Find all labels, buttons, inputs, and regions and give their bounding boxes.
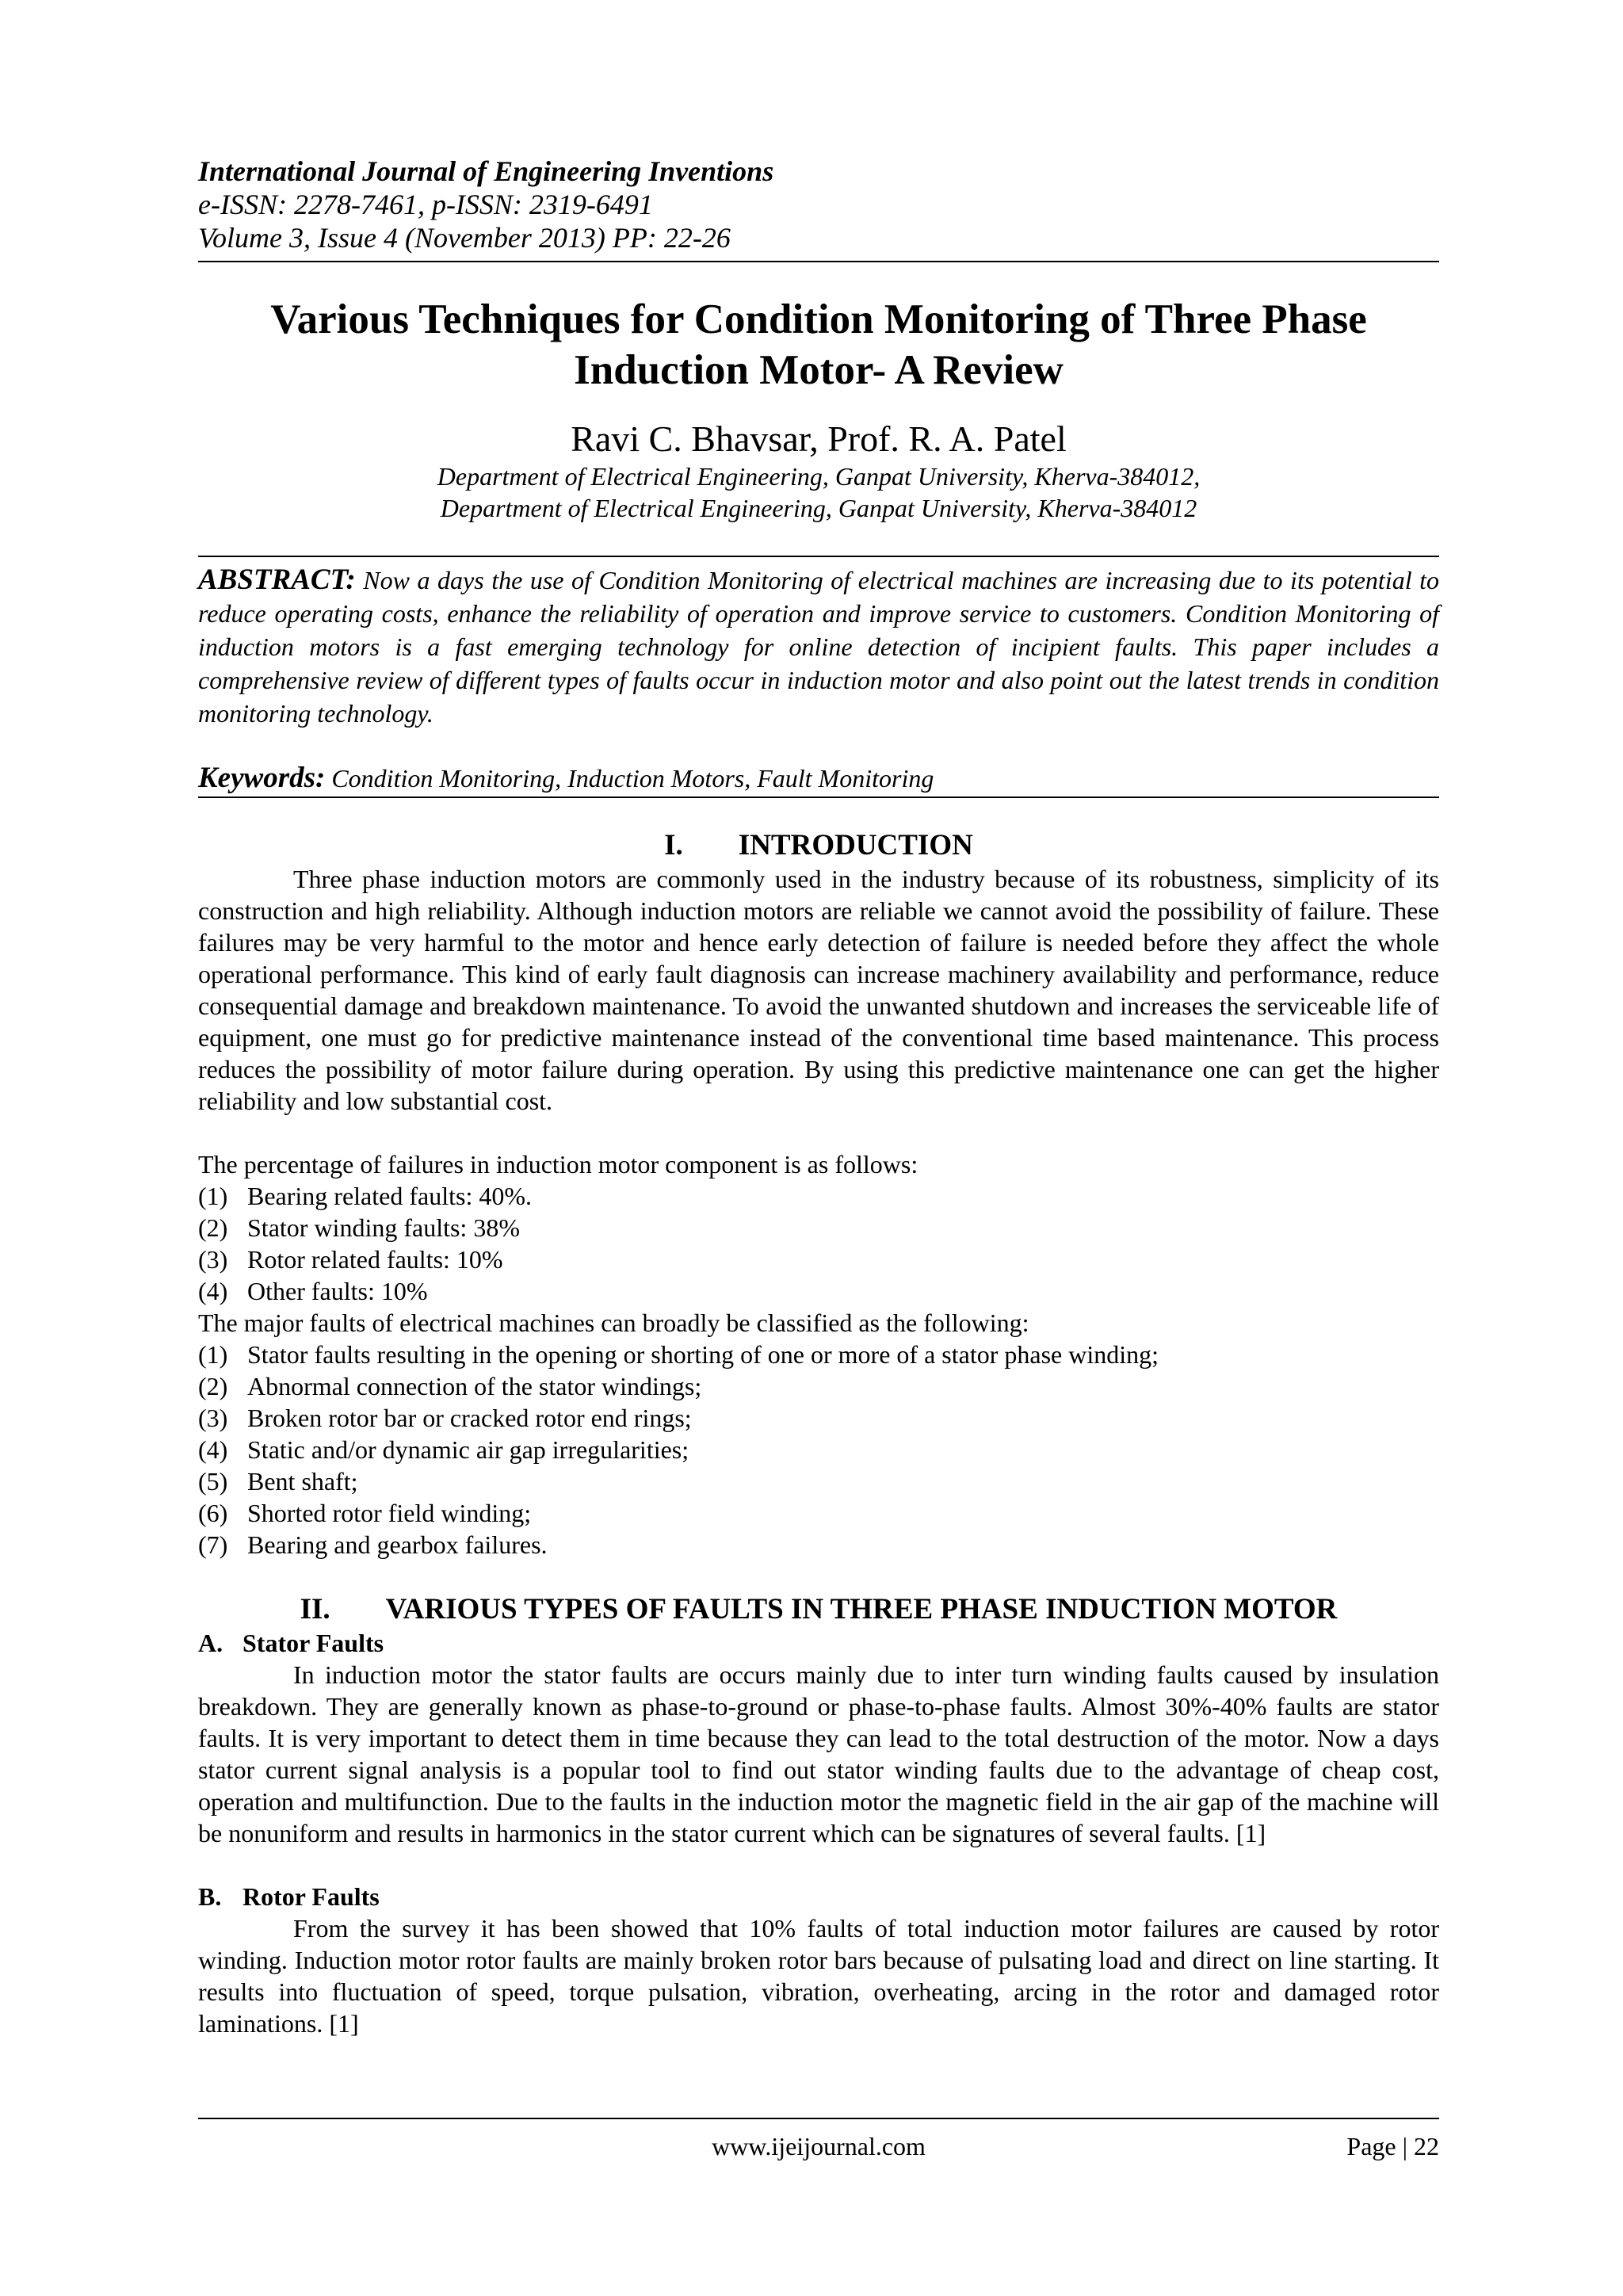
section-title: INTRODUCTION [738,829,973,861]
journal-issn: e-ISSN: 2278-7461, p-ISSN: 2319-6491 [198,189,653,220]
list-item-number: (4) [198,1277,228,1305]
section-title: VARIOUS TYPES OF FAULTS IN THREE PHASE INDUCTION MOTOR [385,1593,1338,1626]
intro-paragraph: Three phase induction motors are commonly used in the industry because of its robustness, simplicity of its construction and high reliability. Although induction motors are reliable we cannot avoid the possibility of failure. These failures may be very harmful to the motor and hence early detection of failure is needed before they affect the whole operational performance. This kind of early fault diagnosis can increase machinery availability and performance, reduce consequential damage and breakdown maintenance. To avoid the unwanted shutdown and increases the serviceable life of equipment, one must go for predictive maintenance instead of the conventional time based maintenance. This process reduces the possibility of motor failure during operation. By using this predictive maintenance one can get the higher reliability and low substantial cost. [198,865,1439,1115]
page-number: Page | 22 [1346,2132,1439,2160]
faults-intro: The major faults of electrical machines can broadly be classified as the following: [198,1308,1029,1337]
list-item [198,1497,1439,1529]
keywords-label: Keywords: [198,762,326,794]
list-item-text: Bent shaft; [247,1467,358,1496]
list-item [198,1275,1439,1307]
list-item-text: Static and/or dynamic air gap irregularities; [247,1435,689,1464]
section-number: II. [300,1593,330,1626]
subsection-title: Rotor Faults [242,1882,380,1911]
list-item-text: Abnormal connection of the stator windings; [247,1372,702,1400]
list-item [198,1465,1439,1497]
list-item [198,1244,1439,1275]
list-item-text: Rotor related faults: 10% [247,1245,503,1274]
failures-intro: The percentage of failures in induction motor component is as follows: [198,1150,918,1179]
list-item-text: Shorted rotor field winding; [247,1499,532,1527]
list-item-text: Bearing and gearbox failures. [247,1530,548,1559]
list-item [198,1339,1439,1370]
stator-faults-paragraph: In induction motor the stator faults are occurs mainly due to inter turn winding faults caused by insulation breakdown. They are generally known as phase-to-ground or phase-to-phase faults. Almost 30%-40% faults are stator faults. It is very important to detect them in time because they can lead to the total destruction of the motor. Now a days stator current signal analysis is a popular tool to find out stator winding faults due to the advantage of cheap cost, operation and multifunction. Due to the faults in the induction motor the magnetic field in the air gap of the machine will be nonuniform and results in harmonics in the stator current which can be signatures of several faults. [1] [198,1660,1439,1847]
list-item-text: Stator winding faults: 38% [247,1213,520,1242]
footer-rule [198,2118,1439,2119]
list-item-number: (5) [198,1467,228,1496]
list-item [198,1180,1439,1212]
list-item-text: Other faults: 10% [247,1277,428,1305]
list-item [198,1434,1439,1465]
major-faults-list [198,1339,1439,1561]
list-item-number: (3) [198,1245,228,1274]
footer-url: www.ijeijournal.com [712,2132,926,2160]
list-item-number: (7) [198,1530,228,1559]
journal-name: International Journal of Engineering Inventions [198,155,774,187]
abstract-rule [198,556,1439,557]
list-item [198,1402,1439,1434]
list-item [198,1370,1439,1402]
affiliation-2: Department of Electrical Engineering, Ganpat University, Kherva-384012 [440,494,1197,522]
rotor-faults-paragraph: From the survey it has been showed that 10% faults of total induction motor failures are caused by rotor winding. Induction motor rotor faults are mainly broken rotor bars because of pulsating load and direct on line starting. It results into fluctuation of speed, torque pulsation, vibration, overheating, arcing in the rotor and damaged rotor laminations. [1] [198,1914,1439,2038]
journal-header [198,155,1439,254]
section-heading-fault-types [198,1592,1439,1627]
list-item-number: (1) [198,1340,228,1369]
paper-page [198,155,1439,2039]
keywords [198,762,1439,795]
list-item [198,1212,1439,1244]
list-item-number: (2) [198,1213,228,1242]
paper-authors: Ravi C. Bhavsar, Prof. R. A. Patel [571,418,1067,459]
list-item-text: Broken rotor bar or cracked rotor end rings; [247,1404,692,1432]
list-item [198,1529,1439,1561]
subsection-title: Stator Faults [242,1629,384,1657]
list-item-number: (2) [198,1372,228,1400]
list-item-text: Stator faults resulting in the opening or shorting of one or more of a stator phase winding; [247,1340,1159,1369]
paper-title-line1: Various Techniques for Condition Monitoring of Three Phase [270,296,1367,342]
paper-title-line2: Induction Motor- A Review [574,347,1064,393]
subsection-number: A. [198,1629,223,1657]
section-heading-introduction [198,828,1439,863]
abstract-text: Now a days the use of Condition Monitoring of electrical machines are increasing due to its potential to reduce operating costs, enhance the reliability of operation and improve service to customers. Condition Monitoring of induction motors is a fast emerging technology for online detection of incipient faults. This paper includes a comprehensive review of different types of faults occur in induction motor and also point out the latest trends in condition monitoring technology. [198,566,1440,728]
affiliation-1: Department of Electrical Engineering, Ganpat University, Kherva-384012, [437,462,1201,491]
list-item-number: (3) [198,1404,228,1432]
paper-title [198,294,1439,395]
list-item-number: (4) [198,1435,228,1464]
journal-volume: Volume 3, Issue 4 (November 2013) PP: 22-26 [198,222,731,254]
list-item-number: (1) [198,1182,228,1210]
page-footer [198,2118,1439,2162]
abstract-label: ABSTRACT: [198,563,356,596]
keywords-rule [198,797,1439,798]
subsection-heading-stator [198,1627,1439,1659]
subsection-number: B. [198,1882,222,1911]
abstract [198,563,1439,730]
list-item-text: Bearing related faults: 40%. [247,1182,532,1210]
keywords-text: Condition Monitoring, Induction Motors, Fault Monitoring [331,764,934,793]
failure-percentage-list [198,1180,1439,1307]
subsection-heading-rotor [198,1881,1439,1912]
section-number: I. [664,829,683,861]
list-item-number: (6) [198,1499,228,1527]
